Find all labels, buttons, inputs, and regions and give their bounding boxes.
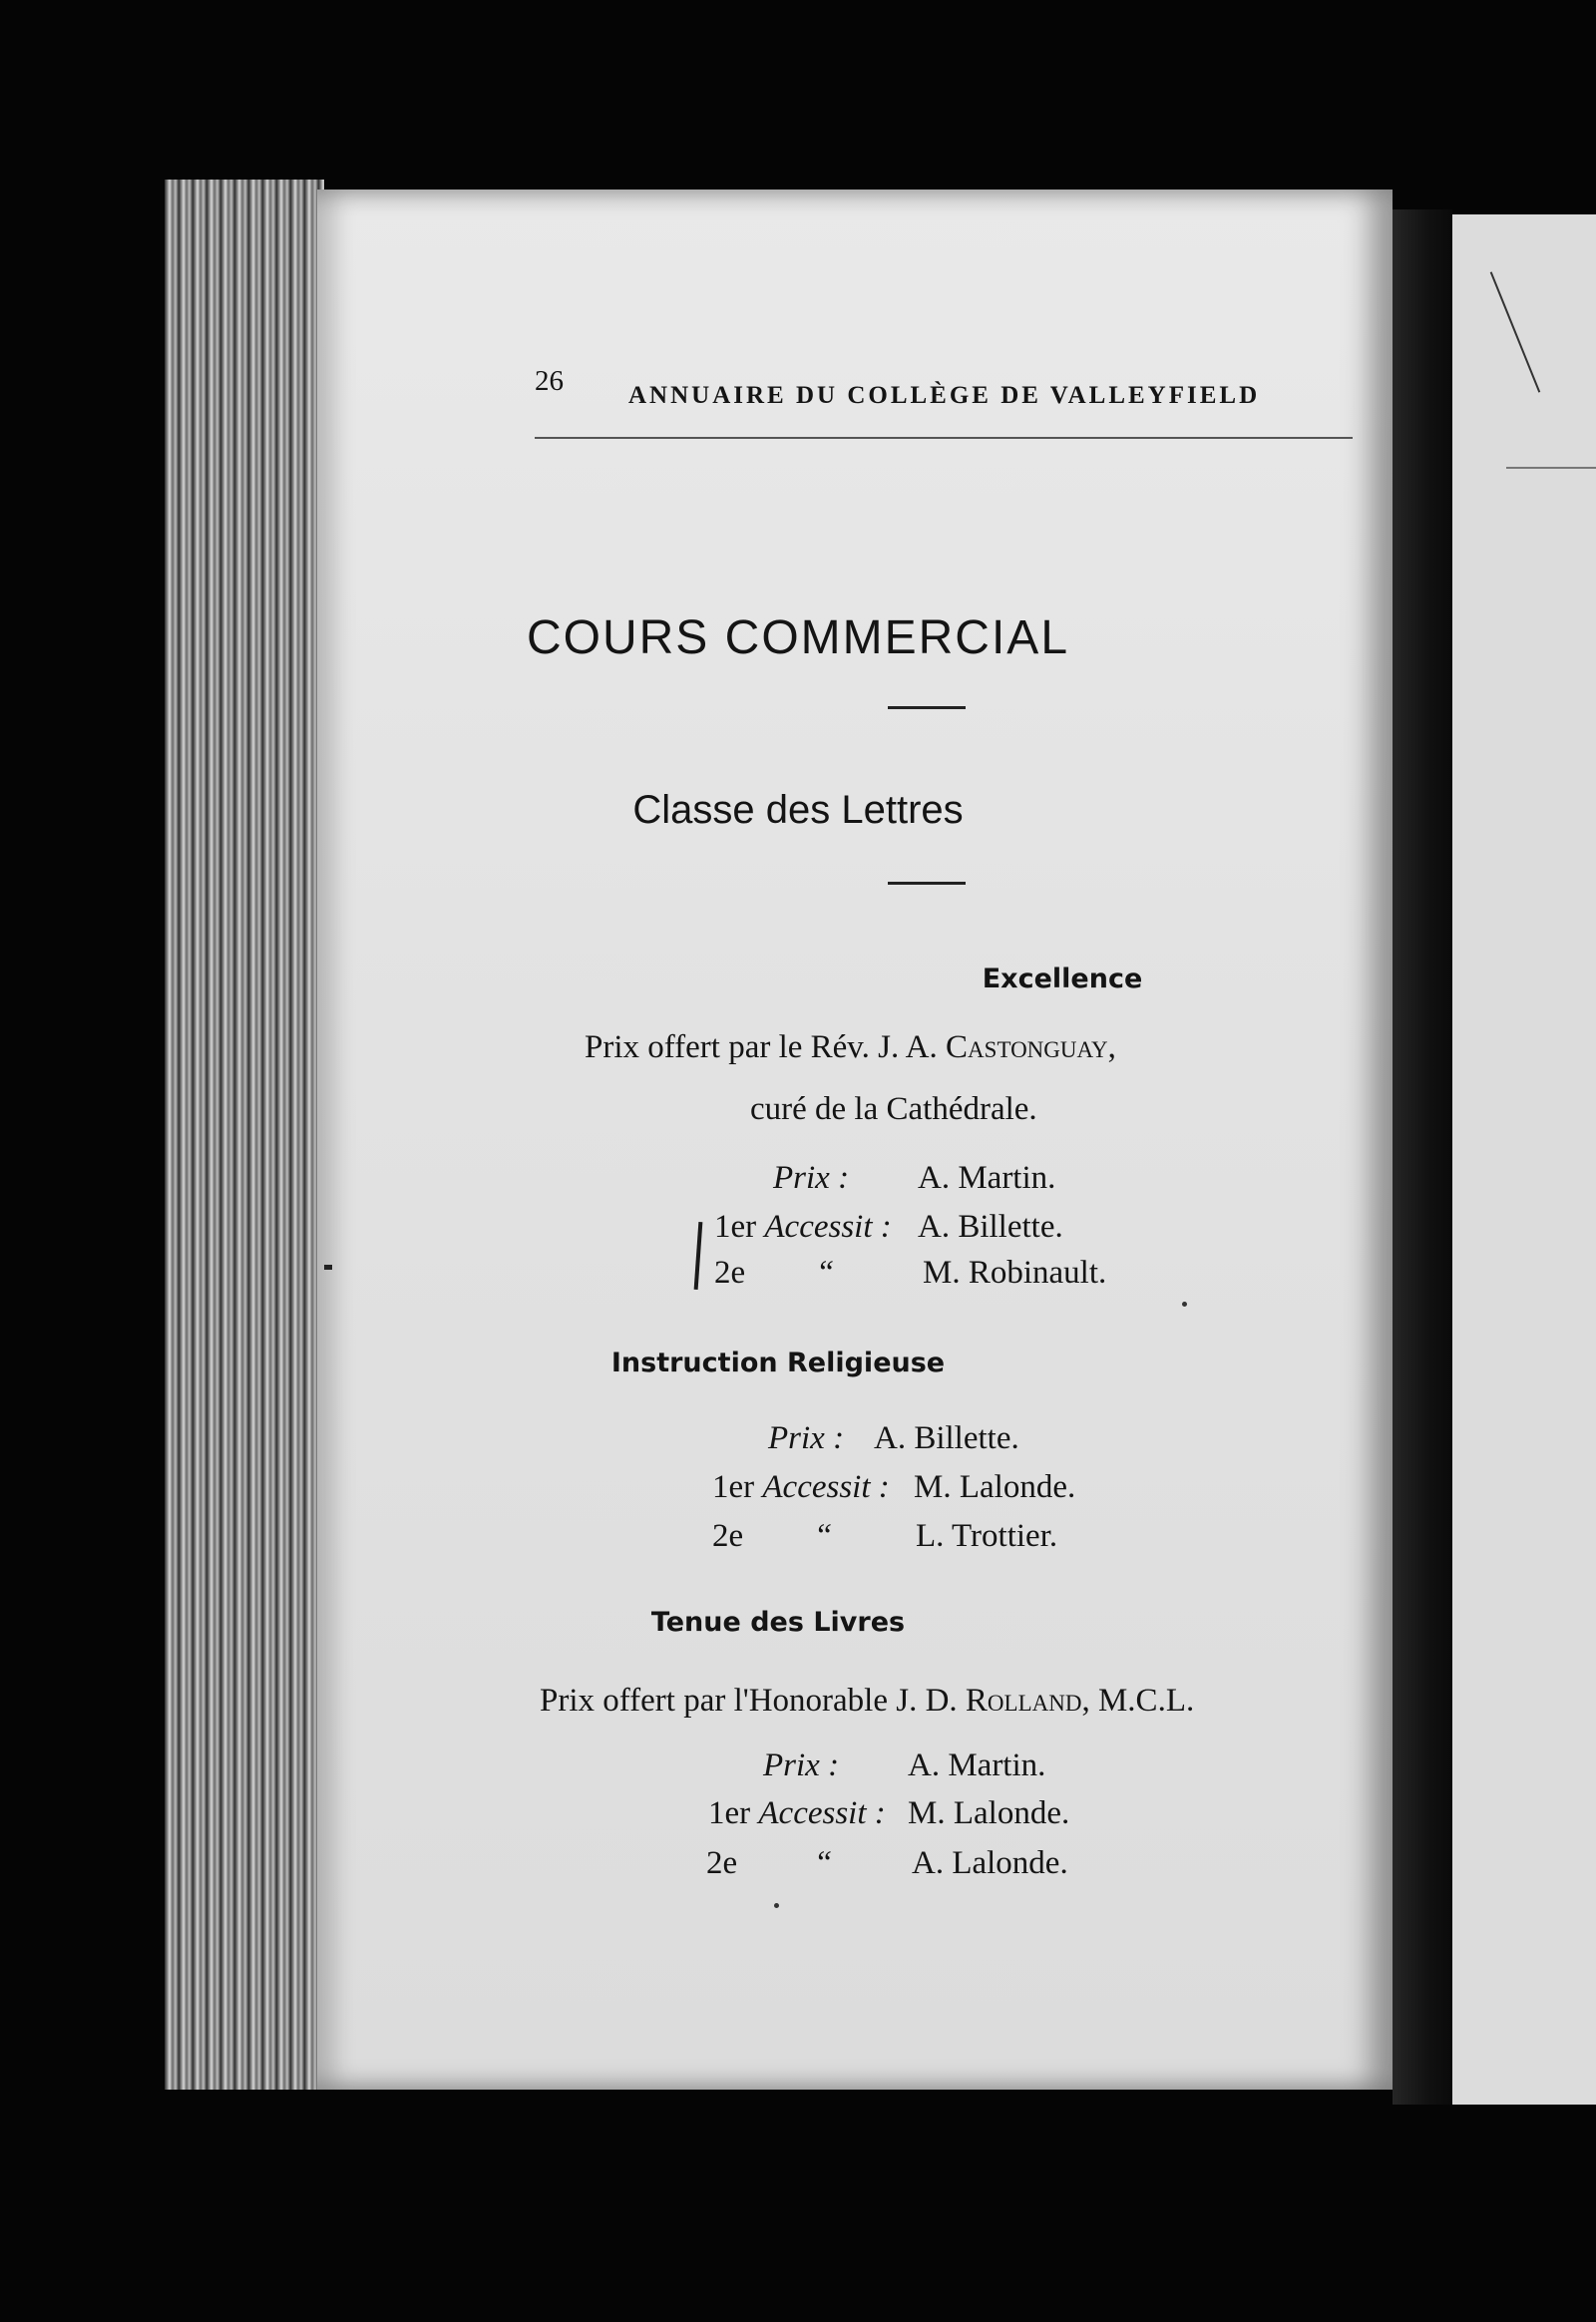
row-name: A. Martin. xyxy=(918,1160,1056,1196)
row-name: A. Lalonde. xyxy=(912,1845,1068,1881)
row-name: A. Billette. xyxy=(874,1420,1019,1456)
prize-offer-line xyxy=(540,1683,1194,1720)
prize-offer-line-2: curé de la Cathédrale. xyxy=(750,1091,1037,1127)
ditto-mark: “ xyxy=(814,1845,833,1881)
section-heading-excellence: Excellence xyxy=(982,964,1143,994)
row-name: M. Lalonde. xyxy=(914,1469,1076,1505)
ditto-mark: “ xyxy=(816,1255,835,1291)
book-gutter-shadow xyxy=(1393,209,1452,2105)
page-title: COURS COMMERCIAL xyxy=(526,611,1070,664)
title-divider xyxy=(888,706,966,709)
running-title: ANNUAIRE DU COLLÈGE DE VALLEYFIELD xyxy=(628,382,1261,409)
class-title: Classe des Lettres xyxy=(632,788,964,832)
subtitle-divider xyxy=(888,882,966,885)
row-name: L. Trottier. xyxy=(916,1518,1058,1554)
row-rank: 2e xyxy=(714,1255,746,1291)
row-rank: 2e xyxy=(712,1518,744,1554)
row-name: M. Lalonde. xyxy=(908,1795,1070,1831)
header-rule xyxy=(535,437,1353,439)
ink-speck xyxy=(774,1903,779,1908)
prize-offer-text: Prix offert par le Rév. J. A. xyxy=(585,1029,947,1065)
row-rank: 1er Accessit : xyxy=(708,1795,886,1831)
facing-page xyxy=(1452,214,1596,2105)
prize-offer-punct: , M.C.L. xyxy=(1081,1683,1195,1719)
row-rank: 1er Accessit : xyxy=(712,1469,890,1505)
margin-mark xyxy=(324,1265,332,1270)
row-rank: Prix : xyxy=(763,1747,840,1783)
donor-name: Castonguay xyxy=(946,1029,1108,1065)
prize-offer-punct: , xyxy=(1107,1029,1116,1065)
section-heading-tenue: Tenue des Livres xyxy=(650,1607,906,1638)
donor-name: Rolland xyxy=(965,1683,1082,1719)
row-name: A. Billette. xyxy=(918,1209,1063,1245)
ditto-mark: “ xyxy=(814,1518,833,1554)
row-rank: Prix : xyxy=(768,1420,845,1456)
section-heading-instruction: Instruction Religieuse xyxy=(610,1348,946,1378)
row-rank: 2e xyxy=(706,1845,738,1881)
ink-speck xyxy=(1182,1302,1187,1307)
page-number: 26 xyxy=(535,365,564,397)
row-rank: 1er Accessit : xyxy=(714,1209,892,1245)
book-page-edges xyxy=(165,180,324,2090)
row-rank: Prix : xyxy=(773,1160,850,1196)
prize-offer-line xyxy=(585,1029,1116,1066)
facing-page-rule xyxy=(1506,467,1596,469)
prize-offer-text: Prix offert par l'Honorable J. D. xyxy=(540,1683,966,1719)
row-name: M. Robinault. xyxy=(923,1255,1107,1291)
row-name: A. Martin. xyxy=(908,1747,1046,1783)
